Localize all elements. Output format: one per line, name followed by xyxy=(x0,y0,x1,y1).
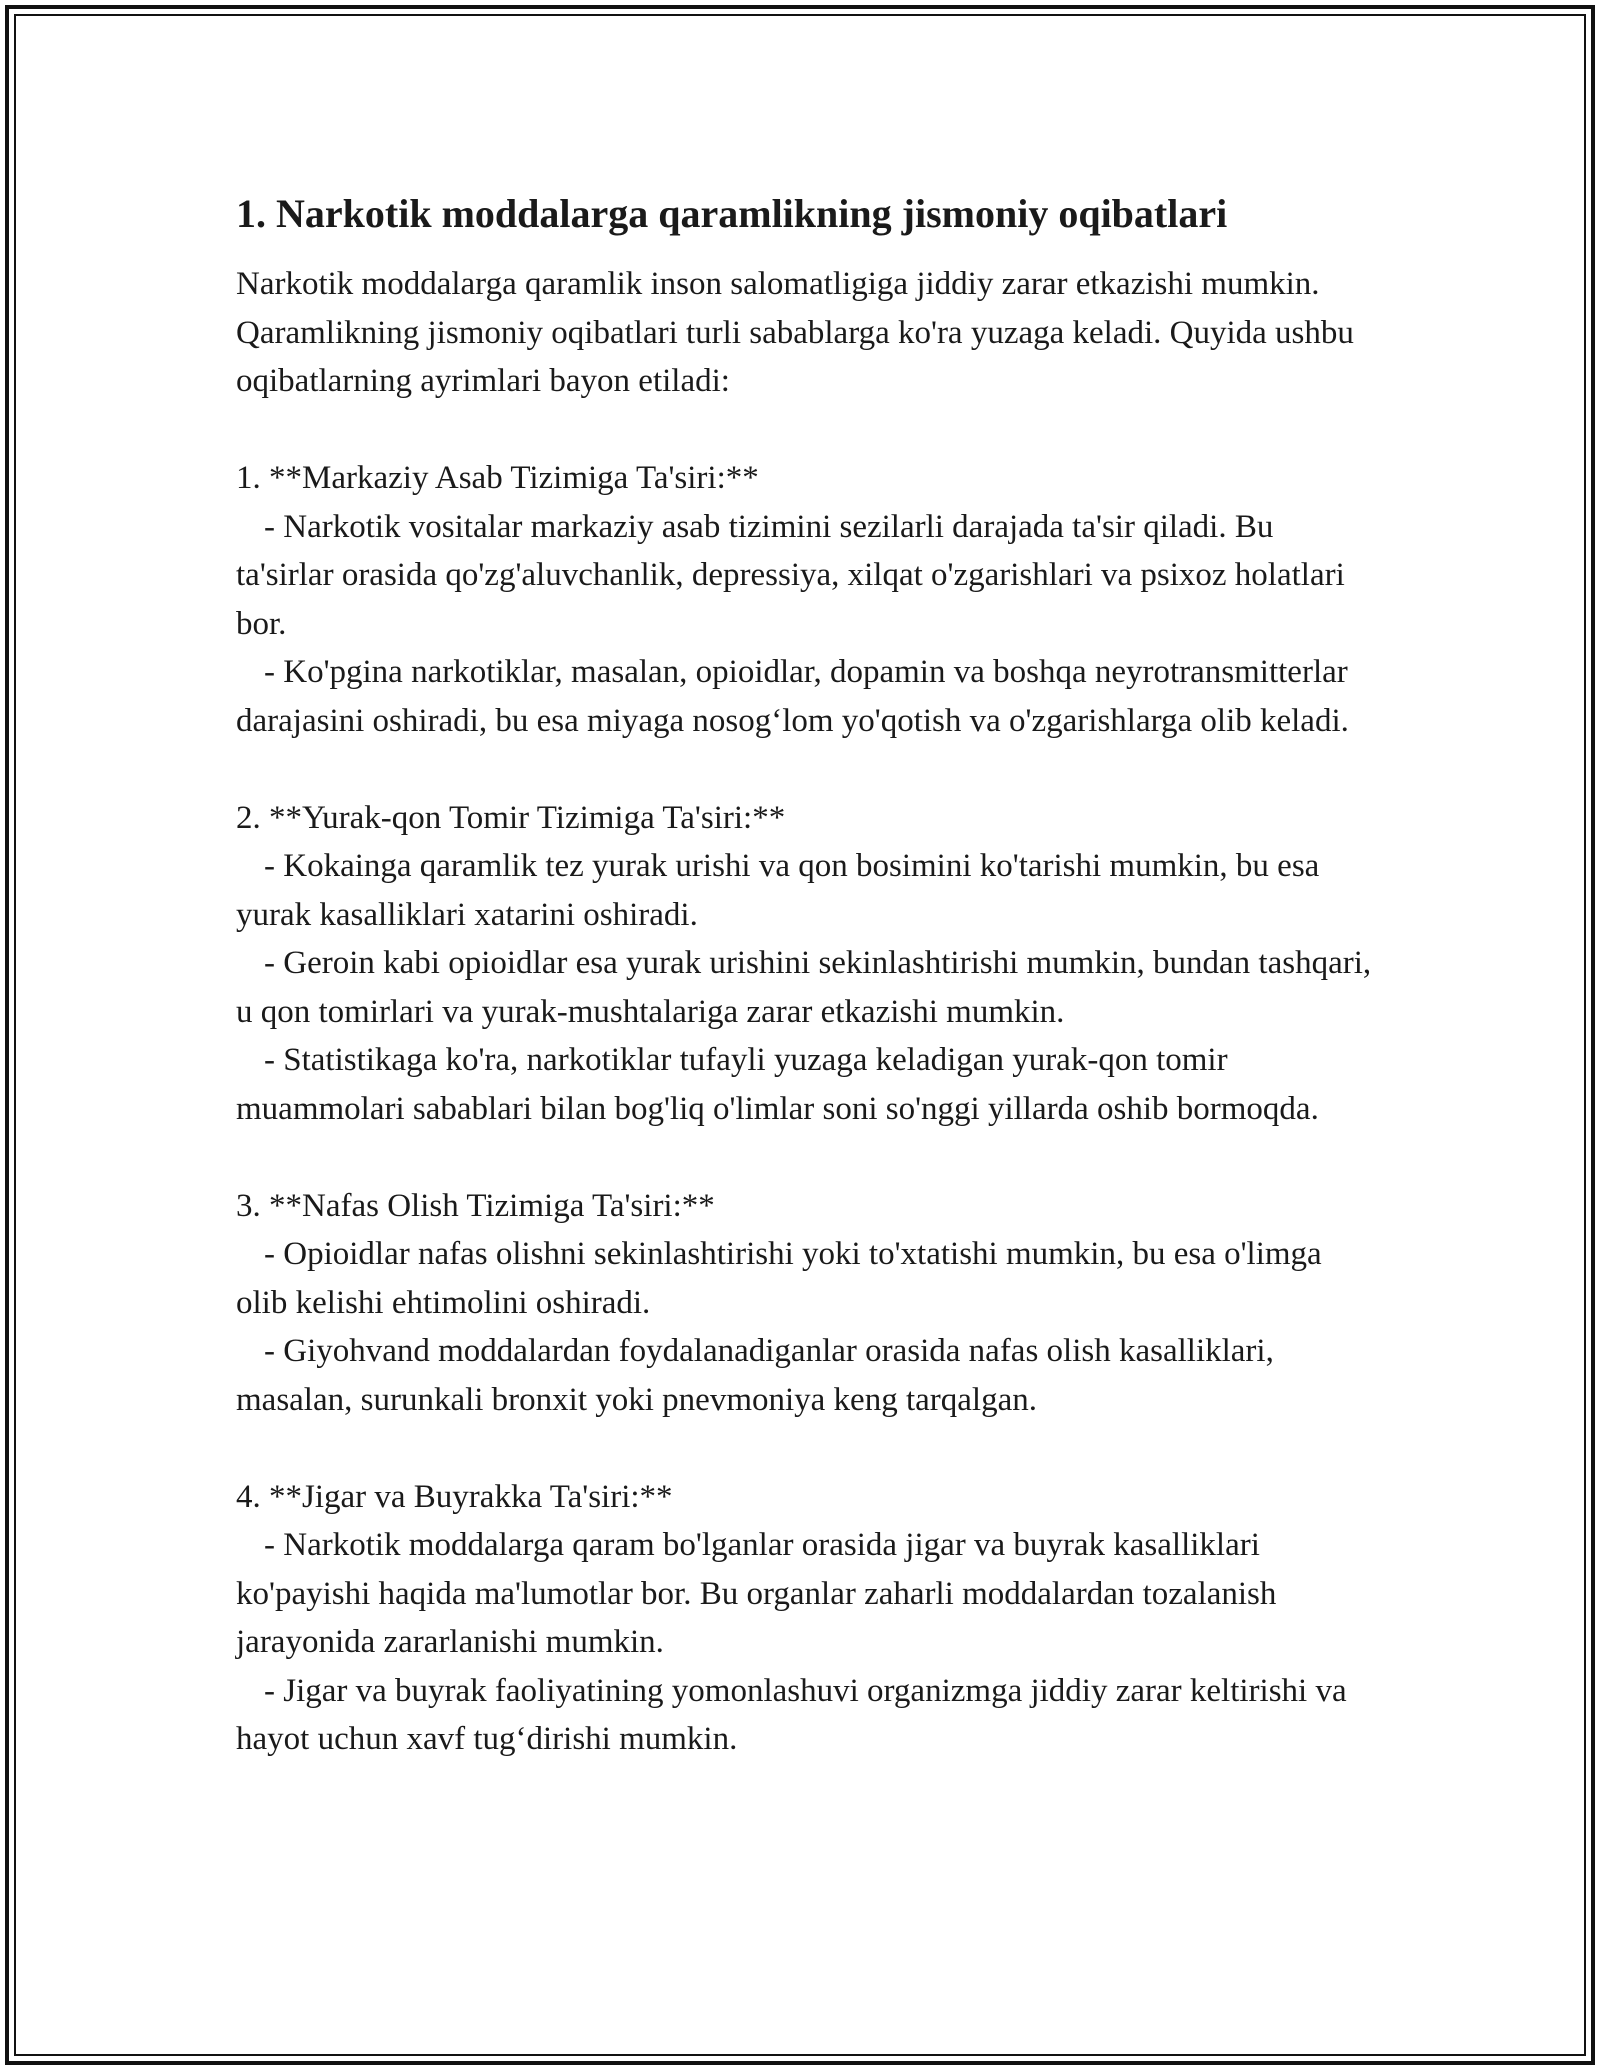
bullet-item: - Ko'pgina narkotiklar, masalan, opioidlar, dopamin va boshqa neyrotransmitterlar darajasini oshiradi, bu esa miyaga nosog‘lom yo'qotish va o'zgarishlarga olib keladi. xyxy=(236,654,1349,739)
bullet-item: - Kokainga qaramlik tez yurak urishi va qon bosimini ko'tarishi mumkin, bu esa yurak kasalliklari xatarini oshiradi. xyxy=(236,848,1320,933)
bullet-item: - Geroin kabi opioidlar esa yurak urishini sekinlashtirishi mumkin, bundan tashqari, u qon tomirlari va yurak-mushtalariga zarar etkazishi mumkin. xyxy=(236,945,1372,1030)
bullet-item: - Statistikaga ko'ra, narkotiklar tufayli yuzaga keladigan yurak-qon tomir muammolari sabablari bilan bog'liq o'limlar soni so'nggi yillarda oshib bormoqda. xyxy=(236,1042,1319,1127)
bullet-item: - Narkotik vositalar markaziy asab tizimini sezilarli darajada ta'sir qiladi. Bu ta'sirlar orasida qo'zg'aluvchanlik, depressiya, xilqat o'zgarishlari va psixoz holatlari bor. xyxy=(236,508,1345,642)
section-heading: 3. **Nafas Olish Tizimiga Ta'siri:** xyxy=(236,1187,715,1224)
section-heading: 4. **Jigar va Buyrakka Ta'siri:** xyxy=(236,1478,673,1515)
document-body xyxy=(236,186,1376,1764)
bullet-item: - Opioidlar nafas olishni sekinlashtirishi yoki to'xtatishi mumkin, bu esa o'limga olib kelishi ehtimolini oshiradi. xyxy=(236,1236,1322,1321)
bullet-item: - Giyohvand moddalardan foydalanadiganlar orasida nafas olish kasalliklari, masalan, surunkali bronxit yoki pnevmoniya keng tarqalgan. xyxy=(236,1333,1274,1418)
section-heading: 1. **Markaziy Asab Tizimiga Ta'siri:** xyxy=(236,460,759,496)
bullet-item: - Jigar va buyrak faoliyatining yomonlashuvi organizmga jiddiy zarar keltirishi va hayot uchun xavf tug‘dirishi mumkin. xyxy=(236,1672,1347,1757)
section-respiratory-system xyxy=(236,1182,1376,1425)
page-title: 1. Narkotik moddalarga qaramlikning jismoniy oqibatlari xyxy=(236,191,1228,236)
bullet-item: - Narkotik moddalarga qaram bo'lganlar orasida jigar va buyrak kasalliklari ko'payishi haqida ma'lumotlar bor. Bu organlar zaharli moddalardan tozalanish jarayonida zararlanishi mumkin. xyxy=(236,1527,1277,1660)
section-liver-kidney xyxy=(236,1473,1376,1764)
section-heading: 2. **Yurak-qon Tomir Tizimiga Ta'siri:** xyxy=(236,799,786,836)
intro-paragraph: Narkotik moddalarga qaramlik inson salomatligiga jiddiy zarar etkazishi mumkin. Qaramlikning jismoniy oqibatlari turli sabablarga ko'ra yuzaga keladi. Quyida ushbu oqibatlarning ayrimlari bayon etiladi: xyxy=(236,266,1354,399)
section-central-nervous-system xyxy=(236,454,1376,745)
section-cardiovascular-system xyxy=(236,794,1376,1134)
